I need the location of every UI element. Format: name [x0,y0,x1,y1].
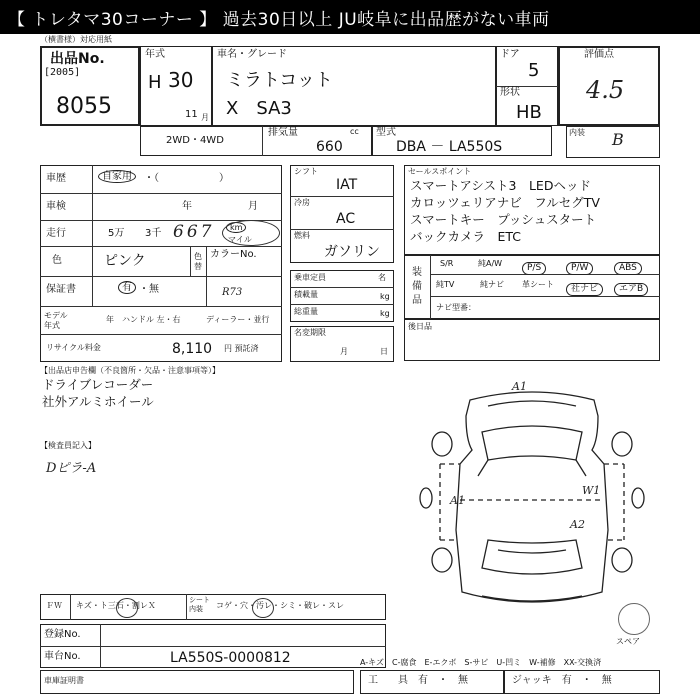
score-label: 評価点 [584,49,614,60]
sales-point-1: スマートアシスト3 LEDヘッド [410,178,591,193]
color-no-label: カラーNo. [210,249,257,260]
mileage-hand: 667 [173,222,215,242]
year-stamp: [2005] [44,67,81,78]
equip-leather: 革シート [522,280,554,289]
shape-label: 形状 [500,87,520,98]
dealer-text: ディーラー・並行 [206,315,270,324]
lot-number: 8055 [56,94,112,119]
month-value: 11 [185,109,198,120]
shape-value: HB [516,102,542,123]
displacement-value: 660 [316,139,343,155]
load-unit: kg [380,292,390,301]
damage-legend: A-キズ C-腐食 E-エクボ S-サビ U-凹ミ W-補修 XX-交換済 [360,658,602,667]
after-items-box [404,319,660,361]
name-label: 車名・グレード [217,49,287,60]
mileage-man: 5万 [108,228,125,239]
chassis-value: LA550S-0000812 [170,650,291,666]
cc-label: cc [350,127,359,136]
equip-airbag: エアB [614,278,648,296]
ac-value: AC [336,211,356,227]
handle-text: ハンドル 左・右 [122,315,181,324]
km-unit: km [226,224,246,232]
model-value: DBA － LA550S [396,139,503,155]
warranty-rest: ・無 [139,284,159,295]
color-value: ピンク [104,253,146,269]
equip-pw: P/W [566,257,593,275]
change-month: 月 [340,347,348,356]
shift-label: シフト [294,167,318,176]
interior-value: B [612,130,624,149]
history-rest: ・（ ） [144,173,229,184]
model-year-unit: 年 [106,315,114,324]
capacity-label: 乗車定員 [294,273,326,282]
mileage-sen: 3千 [145,228,162,239]
warranty-yes: 有 [118,283,136,293]
equip-navi: 純ナビ [480,280,504,289]
interior-label: 内装 [569,128,585,137]
gross-label: 総重量 [294,307,318,316]
navi-model-label: ナビ型番： [436,303,476,312]
lot-label: 出品No. [50,51,105,67]
car-damage-diagram [412,380,652,620]
exhibitor-line-1: ドライブレコーダー [42,377,154,392]
fuel-value: ガソリン [324,244,380,260]
equip-abs: ABS [614,257,642,275]
garage-cert-box [40,670,354,694]
year-value: 30 [168,68,194,92]
registration-label: 登録No. [44,629,81,640]
chassis-label: 車台No. [44,651,81,662]
after-label: 後日品 [408,322,432,331]
equip-sr: S/R [440,259,454,268]
banner [0,0,700,34]
fw-text2: コゲ・穴・汚レ・シミ・破レ・スレ [216,601,344,610]
equip-aw: 純A/W [478,259,503,268]
exhibitor-line-2: 社外アルミホイール [42,394,154,409]
doors-value: 5 [528,60,540,81]
displacement-label: 排気量 [268,127,298,138]
fw-circle-2 [252,598,274,618]
car-name: ミラトコット [226,70,333,91]
color-label: 色 [52,255,62,266]
capacity-unit: 名 [378,273,386,282]
gross-unit: kg [380,309,390,318]
diagram-mark-left: A1 [450,494,465,507]
year-label: 年式 [145,49,165,60]
mileage-label: 走行 [46,228,66,239]
inspection-year: 年 [182,201,192,212]
garage-cert-label: 車庫証明書 [44,676,84,685]
spare-label: スペア [616,637,640,646]
ac-label: 冷房 [294,198,310,207]
sales-points-label: セールスポイント [408,167,472,176]
month-unit: 月 [201,113,209,122]
mile-unit: マイル [228,235,252,244]
model-label: 型式 [376,127,396,138]
fuel-label: 燃料 [294,231,310,240]
fw-circle-1 [116,598,138,618]
sales-point-3: スマートキー プッシュスタート [410,212,597,227]
equipment-label: 装備品 [412,267,422,306]
inspection-label: 車検 [46,201,66,212]
banner-text: 【 トレタマ30コーナー 】 過去30日以上 JU岐阜に出品歴がない車両 [8,9,550,30]
form-top-partial: （横書様）対応用紙 [40,35,112,44]
year-era: H [148,72,162,93]
model-year-label: モデル年式 [44,311,68,330]
inspector-note: Dピラ-A [46,461,97,476]
equip-tv: 純TV [436,280,455,289]
recycle-unit: 円 預託済 [224,344,259,353]
history-label: 車歴 [46,173,66,184]
history-value: 自家用 [98,172,136,182]
grade: X SA3 [226,98,292,119]
fw-label: ＦＷ [46,601,62,610]
recycle-label: リサイクル料金 [46,343,101,352]
exhibitor-label: 【出品店申告欄（不良箇所・欠品・注意事項等）】 [40,366,220,375]
spare-tyre-icon [618,603,650,635]
inspector-label: 【検査員記入】 [40,441,96,450]
score-value: 4.5 [586,76,625,104]
tools-text: 工 具 有 ・ 無 [368,675,468,686]
diagram-mark-rear-right: A2 [570,518,585,531]
recycle-value: 8,110 [172,341,213,357]
equip-aftermarket-navi: 社ナビ [566,278,603,296]
diagram-mark-front: A1 [512,380,527,393]
diagram-mark-right: W1 [582,484,601,497]
equip-ps: P/S [522,257,546,275]
load-label: 積載量 [294,290,318,299]
color-change: 色替 [194,252,202,271]
warranty-label: 保証書 [46,284,76,295]
sales-point-4: バックカメラ ETC [410,229,522,244]
change-day: 日 [380,347,388,356]
shift-value: IAT [336,177,358,193]
inspection-month: 月 [248,201,258,212]
sales-point-2: カロッツェリアナビ フルセグTV [410,195,600,210]
mileage-circle [222,220,280,246]
jack-text: ジャッキ 有 ・ 無 [512,675,612,686]
vehicle-info-table [40,165,282,362]
color-no-value: R73 [222,287,243,298]
fw-text: キズ・ト三石・割レＸ [76,601,156,610]
change-label: 名変期限 [294,328,326,337]
fw-sheet: シート内装 [189,596,210,613]
doors-label: ドア [500,49,520,60]
drive-value: 2WD・4WD [166,135,224,146]
